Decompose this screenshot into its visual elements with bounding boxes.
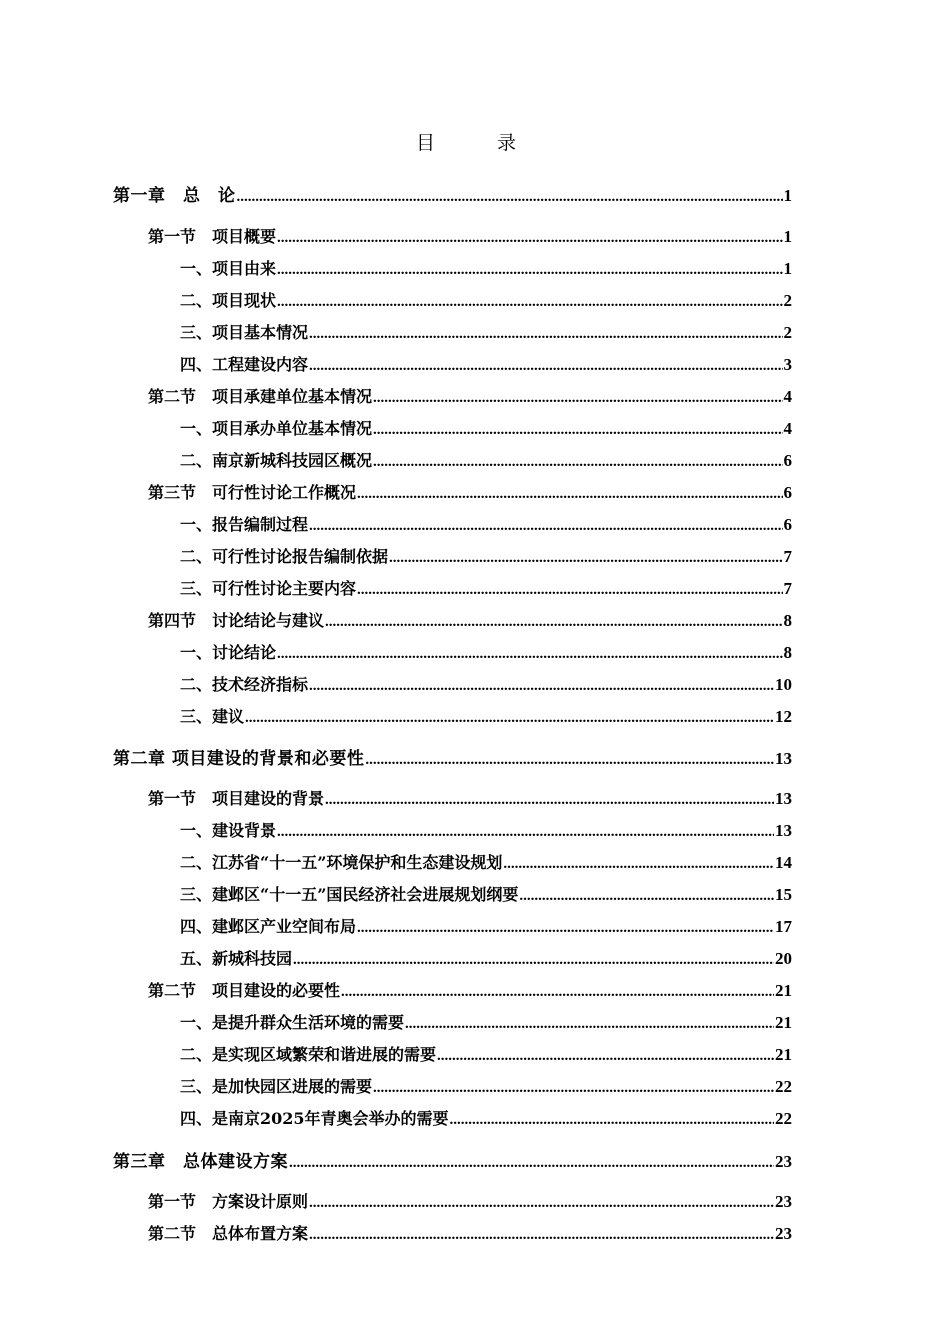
toc-entry-title: 三、项目基本情况 bbox=[180, 323, 309, 342]
toc-leader-dots bbox=[437, 1048, 774, 1065]
toc-entry-title: 三、建邺区“十一五”国民经济社会进展规划纲要 bbox=[180, 885, 519, 904]
toc-entry[interactable] bbox=[148, 224, 792, 247]
toc-page-number: 6 bbox=[783, 451, 792, 470]
toc-leader-dots bbox=[450, 1112, 774, 1129]
toc-leader-dots bbox=[325, 792, 774, 809]
toc-entry-title: 一、报告编制过程 bbox=[180, 515, 309, 534]
toc-leader-dots bbox=[373, 390, 782, 407]
toc-page-number: 6 bbox=[783, 483, 792, 502]
toc-entry[interactable] bbox=[180, 544, 792, 567]
page-title: 目 录 bbox=[415, 132, 545, 154]
toc-entry-title: 第二节 项目建设的必要性 bbox=[148, 981, 341, 1000]
toc-entry[interactable] bbox=[180, 256, 792, 279]
toc-entry-title: 第一节 项目建设的背景 bbox=[148, 789, 325, 808]
toc-entry-title: 第二节 项目承建单位基本情况 bbox=[148, 387, 373, 406]
toc-entry[interactable] bbox=[180, 448, 792, 471]
toc-entry-title: 二、可行性讨论报告编制依据 bbox=[180, 547, 389, 566]
toc-leader-dots bbox=[357, 582, 782, 599]
toc-leader-dots bbox=[309, 1227, 774, 1244]
toc-entry-title: 四、建邺区产业空间布局 bbox=[180, 917, 357, 936]
toc-leader-dots bbox=[309, 358, 782, 375]
toc-entry[interactable] bbox=[148, 1221, 792, 1244]
toc-entry-title: 二、是实现区域繁荣和谐进展的需要 bbox=[180, 1045, 437, 1064]
toc-page-number: 22 bbox=[775, 1077, 792, 1096]
toc-leader-dots bbox=[357, 920, 774, 937]
toc-leader-dots bbox=[277, 230, 782, 247]
toc-page-number: 13 bbox=[775, 749, 792, 768]
toc-entry[interactable] bbox=[180, 1010, 792, 1033]
toc-entry[interactable] bbox=[180, 576, 792, 599]
toc-entry[interactable] bbox=[148, 786, 792, 809]
toc-entry-title: 二、南京新城科技园区概况 bbox=[180, 451, 373, 470]
toc-leader-dots bbox=[405, 1016, 774, 1033]
toc-page-number: 2 bbox=[783, 323, 792, 342]
toc-page-number: 1 bbox=[783, 186, 792, 205]
toc-leader-dots bbox=[293, 952, 774, 969]
toc-page-number: 23 bbox=[775, 1192, 792, 1211]
toc-leader-dots bbox=[373, 422, 782, 439]
toc-entry-title: 二、江苏省“十一五”环境保护和生态建设规划 bbox=[180, 853, 503, 872]
toc-entry[interactable] bbox=[113, 1147, 792, 1172]
toc-entry-title: 第三节 可行性讨论工作概况 bbox=[148, 483, 357, 502]
toc-leader-dots bbox=[365, 752, 774, 769]
toc-entry[interactable] bbox=[180, 914, 792, 937]
toc-entry-title: 一、讨论结论 bbox=[180, 643, 277, 662]
toc-entry[interactable] bbox=[180, 288, 792, 311]
toc-leader-dots bbox=[277, 262, 782, 279]
toc-leader-dots bbox=[289, 1155, 774, 1172]
toc-entry-title: 第一节 方案设计原则 bbox=[148, 1192, 309, 1211]
toc-entry[interactable] bbox=[113, 181, 792, 206]
toc-entry-title: 四、工程建设内容 bbox=[180, 355, 309, 374]
toc-leader-dots bbox=[309, 678, 774, 695]
toc-page-number: 1 bbox=[783, 259, 792, 278]
toc-entry-title: 一、项目承办单位基本情况 bbox=[180, 419, 373, 438]
toc-entry-title: 三、可行性讨论主要内容 bbox=[180, 579, 357, 598]
toc-entry[interactable] bbox=[180, 672, 792, 695]
toc-entry[interactable] bbox=[148, 384, 792, 407]
toc-entry[interactable] bbox=[148, 1189, 792, 1212]
toc-entry[interactable] bbox=[180, 512, 792, 535]
toc-page-number: 21 bbox=[775, 981, 792, 1000]
toc-leader-dots bbox=[519, 888, 774, 905]
toc-page-number: 21 bbox=[775, 1013, 792, 1032]
toc-entry-title: 第二章 项目建设的背景和必要性 bbox=[113, 749, 365, 769]
toc-entry[interactable] bbox=[148, 978, 792, 1001]
toc-page-number: 17 bbox=[775, 917, 792, 936]
toc-leader-dots bbox=[357, 486, 782, 503]
toc-entry[interactable] bbox=[180, 882, 792, 905]
toc-leader-dots bbox=[237, 189, 783, 206]
toc-leader-dots bbox=[309, 518, 782, 535]
toc-leader-dots bbox=[277, 294, 782, 311]
toc-entry[interactable] bbox=[180, 1106, 792, 1129]
toc-entry-title: 第一章 总 论 bbox=[113, 186, 236, 206]
toc-entry[interactable] bbox=[180, 1042, 792, 1065]
toc-entry[interactable] bbox=[180, 352, 792, 375]
toc-page-number: 4 bbox=[783, 419, 792, 438]
toc-entry-title: 一、项目由来 bbox=[180, 259, 277, 278]
toc-entry[interactable] bbox=[148, 608, 792, 631]
toc-entry[interactable] bbox=[180, 850, 792, 873]
toc-page-number: 15 bbox=[775, 885, 792, 904]
toc-page-number: 13 bbox=[775, 789, 792, 808]
toc-page-number: 21 bbox=[775, 1045, 792, 1064]
toc-entry-title: 三、是加快园区进展的需要 bbox=[180, 1077, 373, 1096]
toc-page-number: 7 bbox=[783, 547, 792, 566]
toc-page-number: 23 bbox=[775, 1152, 792, 1171]
toc-entry[interactable] bbox=[148, 480, 792, 503]
toc-page-number: 7 bbox=[783, 579, 792, 598]
toc-leader-dots bbox=[389, 550, 782, 567]
toc-leader-dots bbox=[325, 614, 782, 631]
toc-entry[interactable] bbox=[180, 640, 792, 663]
toc-leader-dots bbox=[373, 454, 782, 471]
toc-entry-title: 四、是南京2025年青奥会举办的需要 bbox=[180, 1109, 449, 1128]
toc-entry[interactable] bbox=[180, 320, 792, 343]
toc-leader-dots bbox=[341, 984, 774, 1001]
toc-entry[interactable] bbox=[180, 818, 792, 841]
toc-leader-dots bbox=[373, 1080, 774, 1097]
toc-entry[interactable] bbox=[113, 744, 792, 769]
toc-page-number: 20 bbox=[775, 949, 792, 968]
toc-page-number: 10 bbox=[775, 675, 792, 694]
toc-entry-title: 一、建设背景 bbox=[180, 821, 277, 840]
toc-page-number: 14 bbox=[775, 853, 792, 872]
toc-page-number: 12 bbox=[775, 707, 792, 726]
toc-page-number: 3 bbox=[783, 355, 792, 374]
toc-page-number: 13 bbox=[775, 821, 792, 840]
toc-leader-dots bbox=[245, 710, 774, 727]
toc-page-number: 6 bbox=[783, 515, 792, 534]
toc-entry-title: 第一节 项目概要 bbox=[148, 227, 277, 246]
toc-entry-title: 第三章 总体建设方案 bbox=[113, 1152, 288, 1172]
toc-leader-dots bbox=[277, 824, 774, 841]
toc-entry-title: 二、项目现状 bbox=[180, 291, 277, 310]
toc-entry[interactable] bbox=[180, 416, 792, 439]
toc-entry-title: 第四节 讨论结论与建议 bbox=[148, 611, 325, 630]
toc-entry-title: 二、技术经济指标 bbox=[180, 675, 309, 694]
toc-leader-dots bbox=[309, 326, 782, 343]
toc-entry[interactable] bbox=[180, 946, 792, 969]
toc-entry-title: 一、是提升群众生活环境的需要 bbox=[180, 1013, 405, 1032]
toc-entry-title: 五、新城科技园 bbox=[180, 949, 293, 968]
toc-page-number: 1 bbox=[783, 227, 792, 246]
toc-page-number: 8 bbox=[783, 643, 792, 662]
toc-entry-title: 三、建议 bbox=[180, 707, 245, 726]
toc-entry-title: 第二节 总体布置方案 bbox=[148, 1224, 309, 1243]
toc-leader-dots bbox=[503, 856, 774, 873]
toc-page-number: 23 bbox=[775, 1224, 792, 1243]
toc-page-number: 22 bbox=[775, 1109, 792, 1128]
toc-leader-dots bbox=[309, 1195, 774, 1212]
toc-leader-dots bbox=[277, 646, 782, 663]
toc-page-number: 8 bbox=[783, 611, 792, 630]
toc-entry[interactable] bbox=[180, 1074, 792, 1097]
toc-page-number: 4 bbox=[783, 387, 792, 406]
toc-page-number: 2 bbox=[783, 291, 792, 310]
toc-entry[interactable] bbox=[180, 704, 792, 727]
